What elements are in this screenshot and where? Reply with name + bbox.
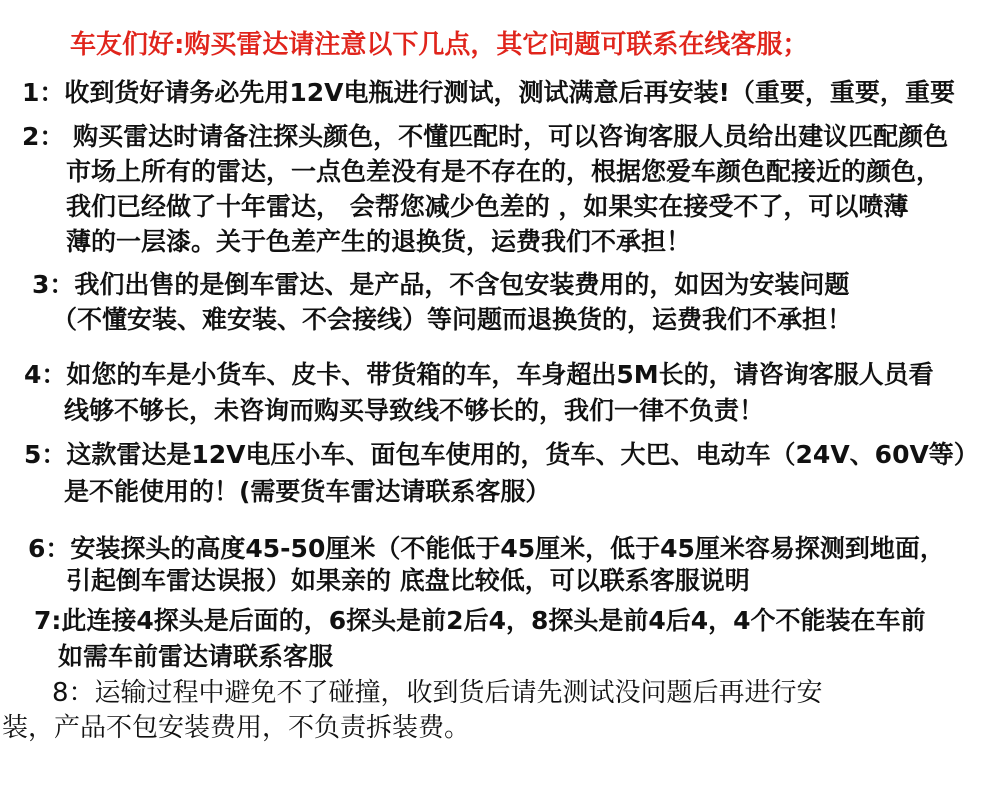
item-8-line-2: 装，产品不包安装费用，不负责拆装费。: [2, 713, 471, 743]
item-1-line-1: 1：收到货好请务必先用12V电瓶进行测试，测试满意后再安装!（重要，重要，重要: [22, 78, 955, 107]
item-4-line-2: 线够不够长，未咨询而购买导致线不够长的，我们一律不负责！: [64, 396, 765, 425]
item-2-line-1: 2： 购买雷达时请备注探头颜色，不懂匹配时，可以咨询客服人员给出建议匹配颜色: [22, 122, 949, 151]
notice-title: 车友们好:购买雷达请注意以下几点，其它问题可联系在线客服；: [70, 30, 809, 60]
item-3-line-1: 3：我们出售的是倒车雷达、是产品，不含包安装费用的，如因为安装问题: [32, 270, 850, 299]
item-6-line-2: 引起倒车雷达误报）如果亲的 底盘比较低，可以联系客服说明: [66, 566, 750, 595]
item-2-line-3: 我们已经做了十年雷达， 会帮您减少色差的 ，如果实在接受不了，可以喷薄: [66, 192, 909, 221]
item-8-line-1: 8：运输过程中避免不了碰撞，收到货后请先测试没问题后再进行安: [52, 678, 823, 708]
item-7-line-1: 7:此连接4探头是后面的，6探头是前2后4，8探头是前4后4，4个不能装在车前: [34, 606, 926, 635]
item-3-line-2: （不懂安装、难安装、不会接线）等问题而退换货的，运费我们不承担！: [52, 305, 853, 334]
item-2-line-2: 市场上所有的雷达，一点色差没有是不存在的，根据您爱车颜色配接近的颜色，: [66, 157, 942, 186]
item-5-line-2: 是不能使用的！(需要货车雷达请联系客服）: [64, 477, 551, 506]
item-7-line-2: 如需车前雷达请联系客服: [58, 642, 334, 671]
item-6-line-1: 6：安装探头的高度45-50厘米（不能低于45厘米，低于45厘米容易探测到地面，: [28, 534, 945, 563]
item-2-line-4: 薄的一层漆。关于色差产生的退换货，运费我们不承担！: [66, 227, 692, 256]
item-4-line-1: 4：如您的车是小货车、皮卡、带货箱的车，车身超出5M长的，请咨询客服人员看: [24, 360, 934, 389]
item-5-line-1: 5：这款雷达是12V电压小车、面包车使用的，货车、大巴、电动车（24V、60V等）: [24, 440, 979, 469]
